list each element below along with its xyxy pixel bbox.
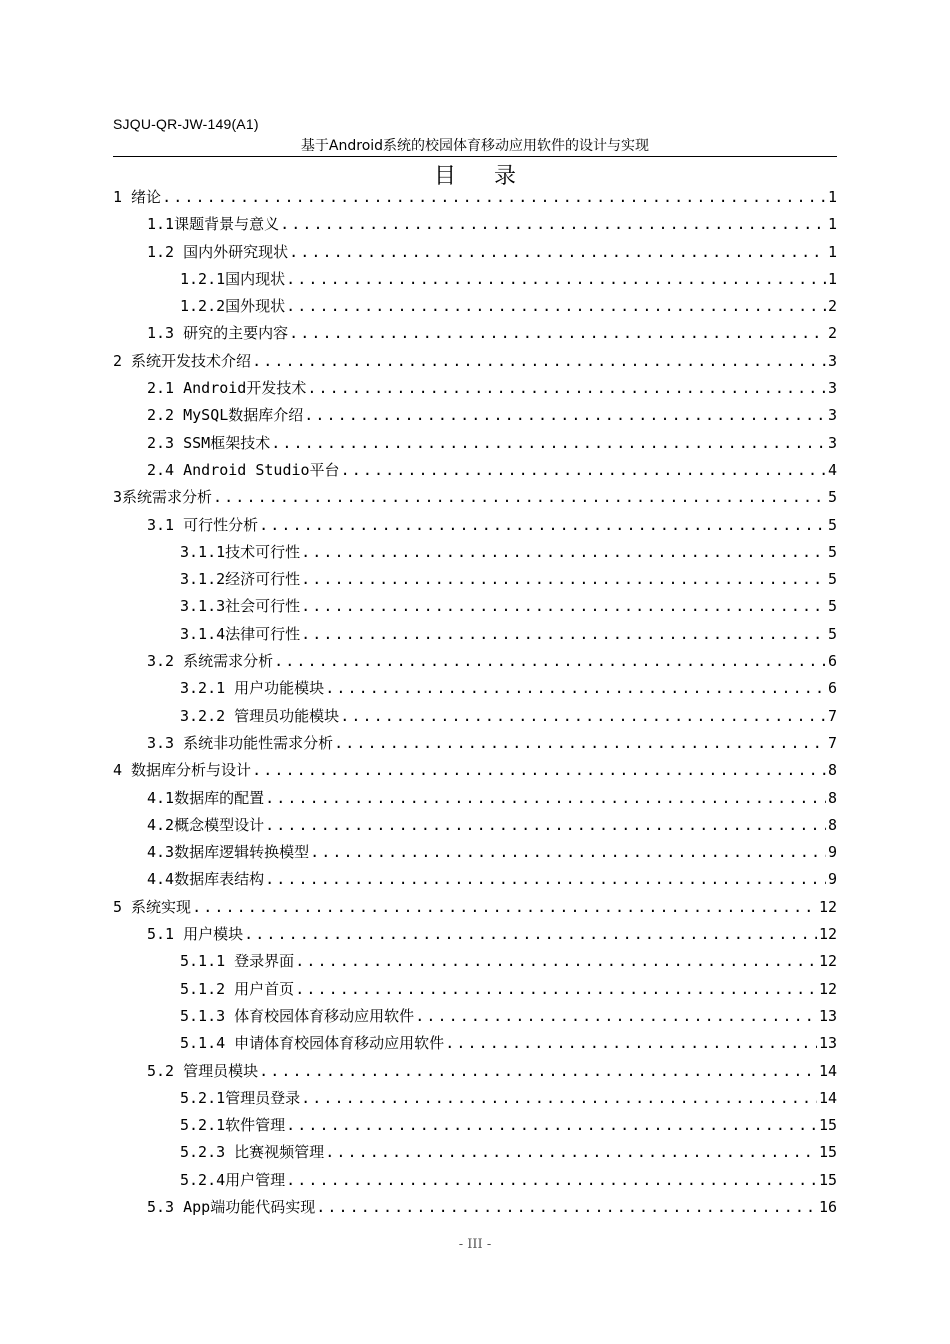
toc-entry-page: 5	[827, 624, 837, 643]
toc-entry-title: 3.2.2 管理员功能模块	[180, 706, 340, 725]
toc-entry[interactable]	[113, 266, 837, 293]
toc-entry-title: 5.2 管理员模块	[147, 1061, 259, 1080]
toc-entry-title: 2.2 MySQL数据库介绍	[147, 406, 304, 425]
toc-dot-leader	[258, 512, 826, 539]
toc-entry-title: 5.1 用户模块	[147, 925, 244, 944]
toc-entry-title: 1.2.1国内现状	[180, 269, 286, 288]
toc-entry[interactable]	[113, 293, 837, 320]
toc-dot-leader	[288, 239, 826, 266]
toc-dot-leader	[324, 675, 826, 702]
toc-dot-leader	[300, 1085, 817, 1112]
toc-entry[interactable]	[113, 976, 837, 1003]
toc-entry-title: 1.2.2国外现状	[180, 297, 286, 316]
toc-entry[interactable]	[113, 484, 837, 511]
toc-entry-page: 5	[827, 515, 837, 534]
toc-entry[interactable]	[113, 539, 837, 566]
toc-entry-title: 5.3 App端功能代码实现	[147, 1197, 316, 1216]
toc-entry[interactable]	[113, 648, 837, 675]
toc-entry-page: 6	[827, 652, 837, 671]
toc-entry[interactable]	[113, 921, 837, 948]
toc-entry-title: 4.2概念模型设计	[147, 815, 265, 834]
toc-entry[interactable]	[113, 675, 837, 702]
toc-entry-page: 5	[827, 597, 837, 616]
toc-entry-title: 3系统需求分析	[113, 488, 213, 507]
toc-entry-page: 7	[827, 706, 837, 725]
toc-entry-page: 8	[827, 761, 837, 780]
toc-entry-title: 5 系统实现	[113, 897, 192, 916]
toc-entry-page: 5	[827, 570, 837, 589]
toc-entry[interactable]	[113, 566, 837, 593]
toc-entry-page: 15	[818, 1170, 837, 1189]
toc-entry[interactable]	[113, 948, 837, 975]
toc-entry-title: 3.2.1 用户功能模块	[180, 679, 325, 698]
toc-entry-page: 12	[818, 952, 837, 971]
toc-entry[interactable]	[113, 1085, 837, 1112]
toc-entry[interactable]	[113, 894, 837, 921]
toc-entry-page: 15	[818, 1143, 837, 1162]
toc-entry-page: 5	[827, 542, 837, 561]
thesis-title: 基于Android系统的校园体育移动应用软件的设计与实现	[300, 138, 650, 154]
toc-dot-leader	[414, 1003, 817, 1030]
toc-dot-leader	[444, 1030, 817, 1057]
toc-dot-leader	[303, 402, 826, 429]
toc-entry-title: 4.3数据库逻辑转换模型	[147, 843, 310, 862]
toc-entry-title: 3.2 系统需求分析	[147, 652, 274, 671]
toc-entry-page: 14	[818, 1061, 837, 1080]
toc-dot-leader	[288, 320, 826, 347]
toc-dot-leader	[285, 1112, 817, 1139]
toc-entry-title: 3.1 可行性分析	[147, 515, 259, 534]
toc-entry[interactable]	[113, 785, 837, 812]
toc-entry-page: 8	[827, 788, 837, 807]
toc-entry-title: 5.1.4 申请体育校园体育移动应用软件	[180, 1034, 445, 1053]
toc-dot-leader	[309, 839, 826, 866]
header-rule	[113, 156, 837, 157]
toc-dot-leader	[270, 430, 826, 457]
toc-entry[interactable]	[113, 430, 837, 457]
toc-entry-page: 12	[818, 925, 837, 944]
toc-entry[interactable]	[113, 375, 837, 402]
toc-dot-leader	[212, 484, 826, 511]
toc-entry-page: 3	[827, 433, 837, 452]
toc-entry[interactable]	[113, 1139, 837, 1166]
toc-entry[interactable]	[113, 1058, 837, 1085]
toc-dot-leader	[264, 812, 826, 839]
toc-entry[interactable]	[113, 211, 837, 238]
toc-entry[interactable]	[113, 757, 837, 784]
toc-entry-title: 2 系统开发技术介绍	[113, 351, 252, 370]
toc-dot-leader	[264, 866, 826, 893]
table-of-contents	[113, 184, 837, 1221]
toc-entry-page: 1	[827, 269, 837, 288]
toc-entry[interactable]	[113, 730, 837, 757]
toc-entry[interactable]	[113, 593, 837, 620]
toc-entry-page: 4	[827, 460, 837, 479]
toc-dot-leader	[300, 566, 826, 593]
toc-entry-page: 14	[818, 1088, 837, 1107]
toc-entry-title: 3.1.3社会可行性	[180, 597, 301, 616]
toc-dot-leader	[315, 1194, 817, 1221]
toc-entry-page: 3	[827, 351, 837, 370]
toc-entry-title: 5.1.2 用户首页	[180, 979, 295, 998]
toc-entry-title: 3.1.1技术可行性	[180, 542, 301, 561]
toc-entry-title: 2.3 SSM框架技术	[147, 433, 271, 452]
toc-dot-leader	[300, 621, 826, 648]
toc-dot-leader	[251, 348, 826, 375]
toc-heading: 目录	[433, 164, 554, 189]
toc-dot-leader	[306, 375, 826, 402]
toc-entry-page: 13	[818, 1034, 837, 1053]
toc-entry[interactable]	[113, 866, 837, 893]
toc-entry-page: 16	[818, 1197, 837, 1216]
toc-entry[interactable]	[113, 1003, 837, 1030]
toc-entry-page: 1	[827, 242, 837, 261]
toc-entry[interactable]	[113, 621, 837, 648]
toc-entry-page: 2	[827, 297, 837, 316]
toc-entry[interactable]	[113, 1030, 837, 1057]
toc-dot-leader	[324, 1139, 817, 1166]
toc-dot-leader	[264, 785, 826, 812]
toc-dot-leader	[251, 757, 826, 784]
toc-entry-title: 5.2.4用户管理	[180, 1170, 286, 1189]
toc-entry-page: 1	[827, 215, 837, 234]
toc-entry[interactable]	[113, 1112, 837, 1139]
toc-dot-leader	[161, 184, 826, 211]
toc-dot-leader	[285, 266, 826, 293]
toc-dot-leader	[258, 1058, 817, 1085]
toc-entry-title: 3.3 系统非功能性需求分析	[147, 733, 334, 752]
toc-entry-page: 7	[827, 733, 837, 752]
toc-entry-page: 3	[827, 379, 837, 398]
toc-entry-title: 4 数据库分析与设计	[113, 761, 252, 780]
toc-entry-title: 5.1.3 体育校园体育移动应用软件	[180, 1006, 415, 1025]
toc-dot-leader	[294, 948, 817, 975]
toc-dot-leader	[300, 539, 826, 566]
toc-entry-page: 3	[827, 406, 837, 425]
toc-entry[interactable]	[113, 320, 837, 347]
toc-entry-title: 1.3 研究的主要内容	[147, 324, 289, 343]
toc-dot-leader	[339, 703, 826, 730]
toc-entry-title: 1 绪论	[113, 188, 162, 206]
toc-entry-page: 5	[827, 488, 837, 507]
toc-entry-page: 9	[827, 843, 837, 862]
toc-dot-leader	[243, 921, 817, 948]
toc-entry-page: 9	[827, 870, 837, 889]
toc-entry[interactable]	[113, 512, 837, 539]
toc-entry-page: 6	[827, 679, 837, 698]
toc-dot-leader	[340, 457, 826, 484]
toc-entry-title: 3.1.2经济可行性	[180, 570, 301, 589]
toc-entry-page: 1	[827, 188, 837, 206]
toc-entry-title: 1.2 国内外研究现状	[147, 242, 289, 261]
toc-dot-leader	[300, 593, 826, 620]
toc-entry[interactable]	[113, 1167, 837, 1194]
toc-entry-title: 3.1.4法律可行性	[180, 624, 301, 643]
toc-entry-title: 5.2.1管理员登录	[180, 1088, 301, 1107]
toc-dot-leader	[285, 293, 826, 320]
document-code: SJQU-QR-JW-149(A1)	[113, 116, 259, 132]
toc-entry[interactable]	[113, 1194, 837, 1221]
toc-entry[interactable]	[113, 239, 837, 266]
toc-entry-title: 1.1课题背景与意义	[147, 215, 280, 234]
toc-dot-leader	[333, 730, 826, 757]
toc-dot-leader	[279, 211, 826, 238]
toc-entry-title: 2.4 Android Studio平台	[147, 460, 340, 479]
toc-entry-page: 12	[818, 979, 837, 998]
toc-entry-title: 5.2.3 比赛视频管理	[180, 1143, 325, 1162]
toc-entry[interactable]	[113, 703, 837, 730]
toc-entry-title: 4.4数据库表结构	[147, 870, 265, 889]
toc-entry-page: 15	[818, 1116, 837, 1135]
toc-entry-page: 12	[818, 897, 837, 916]
toc-entry[interactable]	[113, 348, 837, 375]
toc-dot-leader	[285, 1167, 817, 1194]
toc-entry[interactable]	[113, 812, 837, 839]
page-number: - III -	[458, 1237, 492, 1252]
toc-entry-title: 5.1.1 登录界面	[180, 952, 295, 971]
toc-entry-page: 8	[827, 815, 837, 834]
toc-entry-title: 4.1数据库的配置	[147, 788, 265, 807]
toc-entry-page: 2	[827, 324, 837, 343]
toc-entry-title: 2.1 Android开发技术	[147, 379, 307, 398]
toc-entry-page: 13	[818, 1006, 837, 1025]
toc-dot-leader	[294, 976, 817, 1003]
toc-entry-title: 5.2.1软件管理	[180, 1116, 286, 1135]
toc-entry[interactable]	[113, 457, 837, 484]
toc-entry[interactable]	[113, 184, 837, 211]
toc-dot-leader	[191, 894, 817, 921]
toc-dot-leader	[273, 648, 826, 675]
toc-entry[interactable]	[113, 402, 837, 429]
toc-entry[interactable]	[113, 839, 837, 866]
